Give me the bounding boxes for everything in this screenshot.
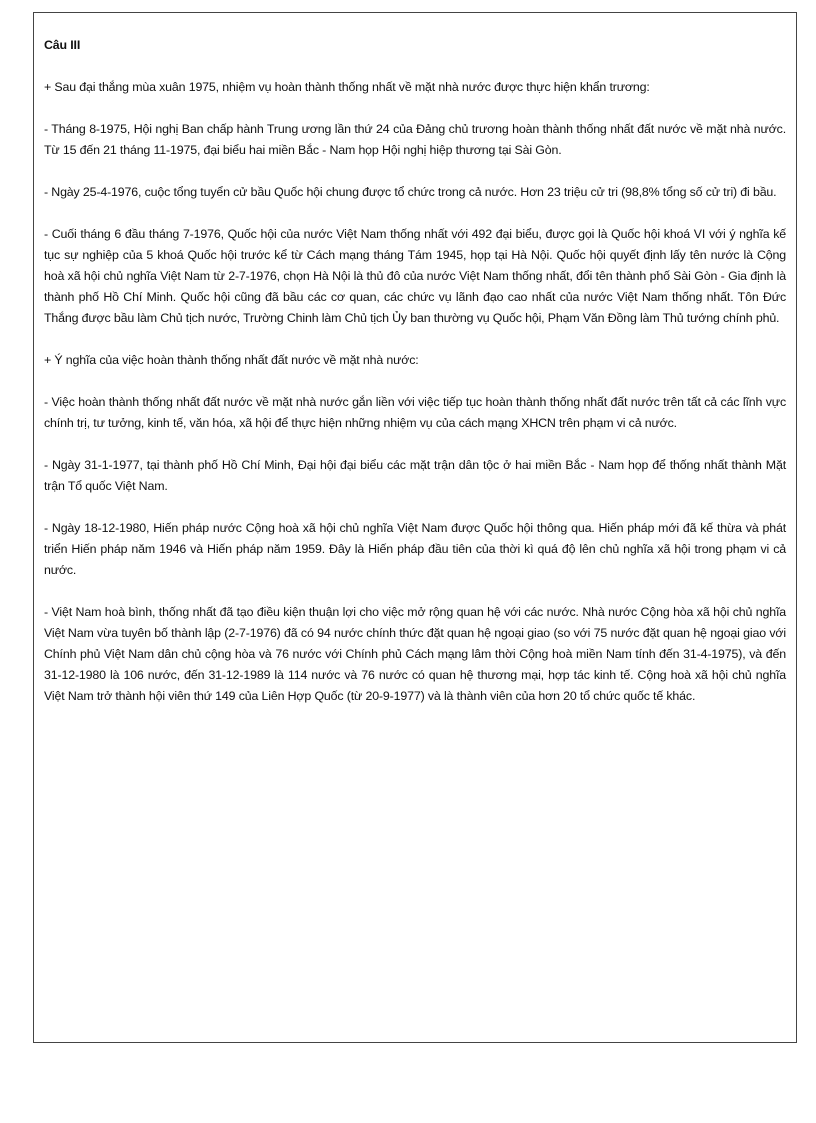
document-frame bbox=[33, 12, 797, 1043]
paragraph-significance-heading: + Ý nghĩa của việc hoàn thành thống nhất đất nước về mặt nhà nước: bbox=[44, 353, 419, 367]
paragraph-intro: + Sau đại thắng mùa xuân 1975, nhiệm vụ hoàn thành thống nhất về mặt nhà nước được thực hiện khẩn trương: bbox=[44, 80, 650, 94]
paragraph-constitution: - Ngày 18-12-1980, Hiến pháp nước Cộng hoà xã hội chủ nghĩa Việt Nam được Quốc hội thông qua. Hiến pháp mới đã kế thừa và phát triển Hiến pháp năm 1946 và Hiến pháp năm 1959. Đây là Hiến pháp đầu tiên của thời kì quá độ lên chủ nghĩa xã hội trong phạm vi cả nước. bbox=[44, 521, 786, 577]
paragraph-central-committee: - Tháng 8-1975, Hội nghị Ban chấp hành Trung ương lần thứ 24 của Đảng chủ trương hoàn thành thống nhất đất nước về mặt nhà nước. Từ 15 đến 21 tháng 11-1975, đại biểu hai miền Bắc - Nam họp Hội nghị hiệp thương tại Sài Gòn. bbox=[44, 122, 786, 157]
paragraph-fatherland-front: - Ngày 31-1-1977, tại thành phố Hồ Chí Minh, Đại hội đại biểu các mặt trận dân tộc ở hai miền Bắc - Nam họp để thống nhất thành Mặt trận Tổ quốc Việt Nam. bbox=[44, 458, 786, 493]
question-heading: Câu III bbox=[44, 38, 81, 52]
paragraph-national-assembly: - Cuối tháng 6 đầu tháng 7-1976, Quốc hội của nước Việt Nam thống nhất với 492 đại biểu, được gọi là Quốc hội khoá VI với ý nghĩa kế tục sự nghiệp của 5 khoá Quốc hội trước kể từ Cách mạng tháng Tám 1945, họp tại Hà Nội. Quốc hội quyết định lấy tên nước là Cộng hoà xã hội chủ nghĩa Việt Nam từ 2-7-1976, chọn Hà Nội là thủ đô của nước Việt Nam thống nhất, đổi tên thành phố Sài Gòn - Gia định là thành phố Hồ Chí Minh. Quốc hội cũng đã bầu các cơ quan, các chức vụ lãnh đạo cao nhất của nước Việt Nam thống nhất. Tôn Đức Thắng được bầu làm Chủ tịch nước, Trường Chinh làm Chủ tịch Ủy ban thường vụ Quốc hội, Phạm Văn Đồng làm Thủ tướng chính phủ. bbox=[44, 227, 786, 325]
paragraph-foreign-relations: - Việt Nam hoà bình, thống nhất đã tạo điều kiện thuận lợi cho việc mở rộng quan hệ với các nước. Nhà nước Cộng hòa xã hội chủ nghĩa Việt Nam vừa tuyên bố thành lập (2-7-1976) đã có 94 nước chính thức đặt quan hệ ngoại giao (so với 75 nước đặt quan hệ ngoại giao với Chính phủ Việt Nam dân chủ cộng hòa và 76 nước với Chính phủ Cách mạng lâm thời Cộng hoà miền Nam tính đến 31-4-1975), và đến 31-12-1980 là 106 nước, đến 31-12-1989 là 114 nước và 76 nước có quan hệ thương mại, hợp tác kinh tế. Cộng hoà xã hội chủ nghĩa Việt Nam trở thành hội viên thứ 149 của Liên Hợp Quốc (từ 20-9-1977) và là thành viên của hơn 20 tổ chức quốc tế khác. bbox=[44, 605, 786, 703]
paragraph-unification-all-fields: - Việc hoàn thành thống nhất đất nước về mặt nhà nước gắn liền với việc tiếp tục hoàn thành thống nhất đất nước trên tất cả các lĩnh vực chính trị, tư tưởng, kinh tế, văn hóa, xã hội để thực hiện những nhiệm vụ của cách mạng XHCN trên phạm vi cả nước. bbox=[44, 395, 786, 430]
paragraph-general-election: - Ngày 25-4-1976, cuộc tổng tuyển cử bầu Quốc hội chung được tổ chức trong cả nước. Hơn 23 triệu cử tri (98,8% tổng số cử tri) đi bầu. bbox=[44, 185, 777, 199]
document-body bbox=[44, 35, 786, 728]
